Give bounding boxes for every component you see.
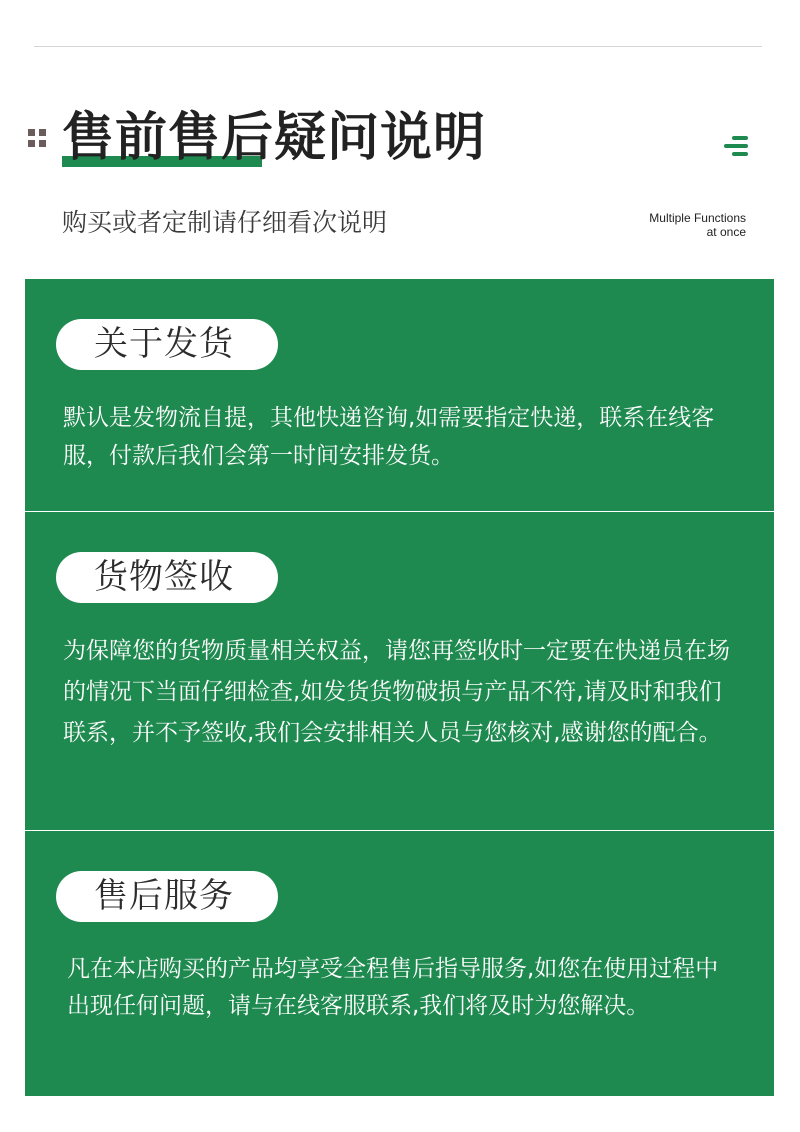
section-heading: 售后服务 <box>94 876 234 916</box>
tagline-line-1: Multiple Functions <box>649 211 746 225</box>
section-heading: 关于发货 <box>94 324 234 364</box>
menu-lines-icon[interactable] <box>724 136 748 158</box>
section-body: 默认是发物流自提，其他快递咨询,如需要指定快递，联系在线客服，付款后我们会第一时间安排发货。 <box>63 405 715 469</box>
section-receipt <box>25 512 774 830</box>
section-heading: 货物签收 <box>94 557 234 597</box>
section-heading-pill <box>56 319 278 370</box>
section-after-sales <box>25 831 774 1096</box>
grid-dots-icon <box>28 129 46 147</box>
section-heading-pill <box>56 552 278 603</box>
tagline-line-2: at once <box>706 225 746 239</box>
page-subtitle: 购买或者定制请仔细看次说明 <box>62 208 388 237</box>
top-divider <box>34 46 762 47</box>
section-shipping <box>25 279 774 511</box>
section-body: 凡在本店购买的产品均享受全程售后指导服务,如您在使用过程中出现任何问题，请与在线客服联系,我们将及时为您解决。 <box>67 956 719 1019</box>
page-title: 售前售后疑问说明 <box>62 108 487 168</box>
section-heading-pill <box>56 871 278 922</box>
tagline <box>649 211 746 239</box>
section-body: 为保障您的货物质量相关权益，请您再签收时一定要在快递员在场的情况下当面仔细检查,如发货货物破损与产品不符,请及时和我们联系，并不予签收,我们会安排相关人员与您核对,感谢您的配合。 <box>63 638 730 746</box>
